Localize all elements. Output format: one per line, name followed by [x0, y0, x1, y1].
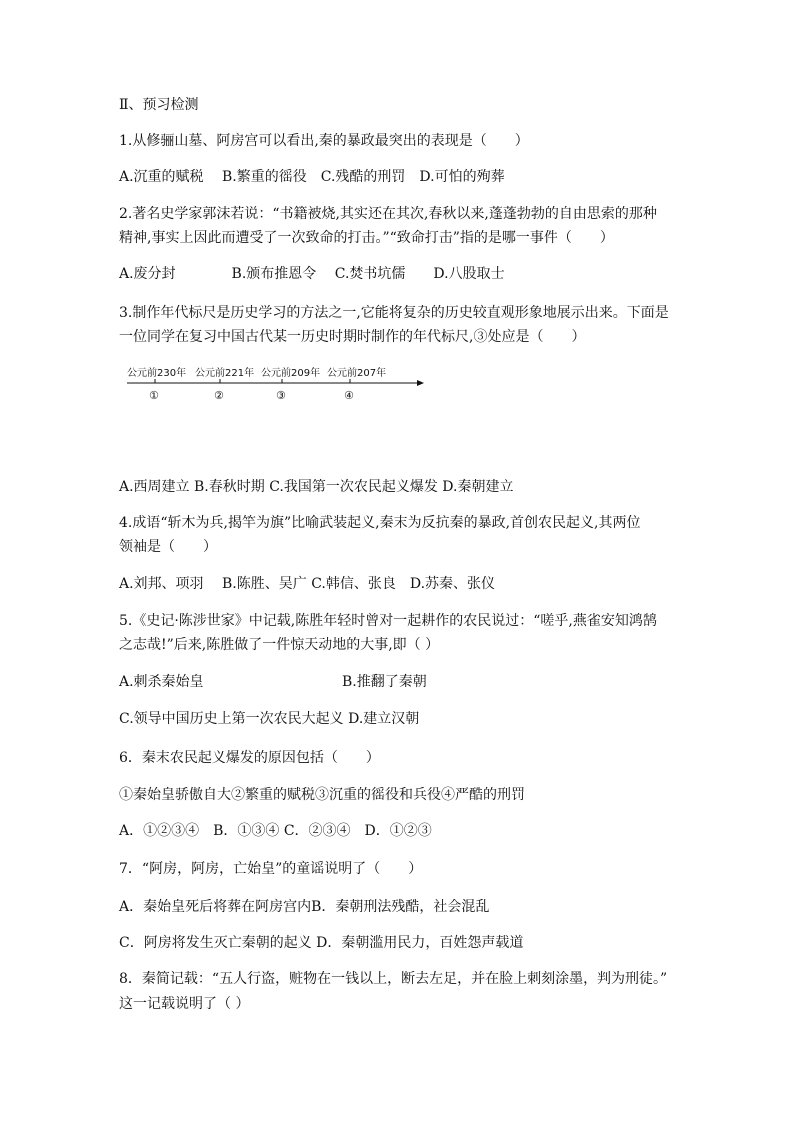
question-2-stem-line-1: 2.著名史学家郭沫若说：“书籍被烧,其实还在其次,春秋以来,蓬蓬勃勃的自由思索的那种	[119, 206, 657, 222]
question-2-stem-line-2: 精神,事实上因此而遭受了一次致命的打击。”“致命打击”指的是哪一事件（ ）	[119, 230, 614, 246]
timeline-graphic	[125, 366, 425, 402]
question-7-options-a-b: A．秦始皇死后将葬在阿房宫内B．秦朝刑法残酷，社会混乱	[119, 899, 490, 915]
question-8-stem-line-1: 8．秦简记载：“五人行盗，赃物在一钱以上，断去左足，并在脸上刺刻涂墨，判为刑徒。”	[119, 971, 668, 987]
question-6-stem: 6．秦末农民起义爆发的原因包括（ ）	[119, 750, 380, 766]
question-4-stem-line-1: 4.成语“斩木为兵,揭竿为旗”比喻武装起义,秦末为反抗秦的暴政,首创农民起义,其两位	[119, 515, 641, 531]
timeline-mark-2: ②	[214, 389, 224, 402]
question-4-options: A.刘邦、项羽 B.陈胜、吴广 C.韩信、张良 D.苏秦、张仪	[119, 576, 496, 592]
timeline-year-2: 公元前221年	[195, 368, 255, 379]
timeline-mark-3: ③	[276, 389, 286, 402]
question-2-options: A.废分封 B.颁布推恩令 C.焚书坑儒 D.八股取士	[119, 266, 505, 282]
question-4-stem-line-2: 领袖是（ ）	[119, 539, 217, 555]
question-3-stem-line-2: 一位同学在复习中国古代某一历史时期时制作的年代标尺,③处应是（ ）	[119, 329, 586, 345]
section-title: Ⅱ、预习检测	[119, 97, 199, 113]
timeline-mark-1: ①	[149, 389, 159, 402]
question-5-options-c-d: C.领导中国历史上第一次农民大起义 D.建立汉朝	[119, 711, 420, 727]
question-6-statements: ①秦始皇骄傲自大②繁重的赋税③沉重的徭役和兵役④严酷的刑罚	[119, 787, 525, 803]
question-6-options: A．①②③④ B．①③④ C．②③④ D．①②③	[119, 823, 432, 839]
question-5-stem-line-2: 之志哉!”后来,陈胜做了一件惊天动地的大事,即（ ）	[119, 637, 440, 653]
question-7-options-c-d: C．阿房将发生灭亡秦朝的起义 D．秦朝滥用民力，百姓怨声载道	[119, 935, 524, 951]
question-1-stem: 1.从修骊山墓、阿房宫可以看出,秦的暴政最突出的表现是（ ）	[119, 133, 529, 149]
question-3-options: A.西周建立 B.春秋时期 C.我国第一次农民起义爆发 D.秦朝建立	[119, 479, 514, 495]
question-7-stem: 7．“阿房，阿房，亡始皇”的童谣说明了（ ）	[119, 861, 423, 877]
timeline-arrow-head	[417, 380, 424, 386]
timeline-year-3: 公元前209年	[261, 368, 321, 379]
question-8-stem-line-2: 这一记载说明了（ ）	[119, 996, 250, 1012]
question-5-option-a: A.刺杀秦始皇	[119, 674, 204, 690]
question-1-options: A.沉重的赋税 B.繁重的徭役 C.残酷的刑罚 D.可怕的殉葬	[119, 169, 505, 185]
year-timeline	[125, 366, 425, 402]
timeline-year-4: 公元前207年	[327, 368, 387, 379]
timeline-year-1: 公元前230年	[127, 368, 187, 379]
timeline-mark-4: ④	[344, 389, 354, 402]
question-5-option-b: B.推翻了秦朝	[342, 674, 427, 690]
question-5-stem-line-1: 5.《史记·陈涉世家》中记载,陈胜年轻时曾对一起耕作的农民说过：“嗟乎,燕雀安知鸿鹄	[119, 613, 657, 629]
question-3-stem-line-1: 3.制作年代标尺是历史学习的方法之一,它能将复杂的历史较直观形象地展示出来。下面是	[119, 305, 669, 321]
